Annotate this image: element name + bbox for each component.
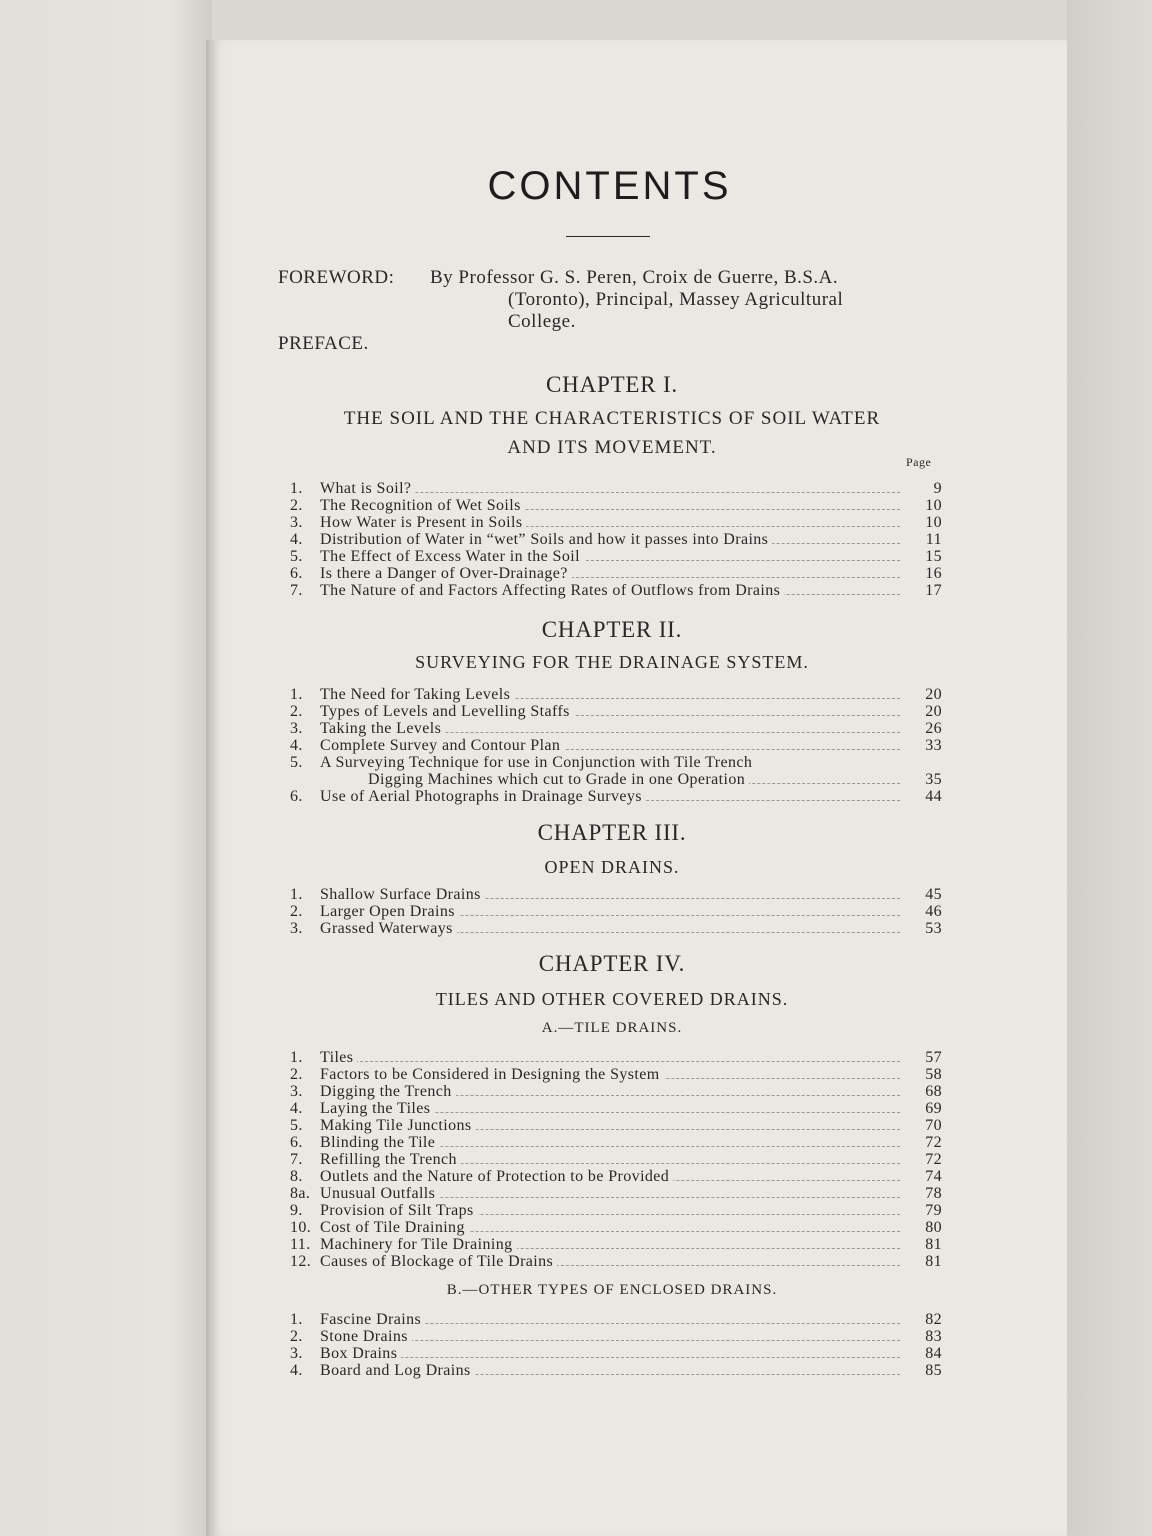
toc-entry-title: A Surveying Technique for use in Conjunction with Tile Trench [320, 754, 756, 771]
toc-entry [290, 686, 942, 703]
toc-entry-number: 11. [290, 1236, 311, 1253]
toc-entry-title: The Effect of Excess Water in the Soil [320, 548, 584, 565]
toc-entry [290, 754, 942, 771]
toc-entry-title-wrap [320, 497, 900, 514]
toc-entry-title: Making Tile Junctions [320, 1117, 476, 1134]
toc-entry-page: 79 [925, 1202, 942, 1219]
toc-entry-title: Factors to be Considered in Designing the System [320, 1066, 664, 1083]
toc-entry-page: 20 [925, 703, 942, 720]
toc-entry-number: 3. [290, 720, 303, 737]
toc-entry-number: 5. [290, 548, 303, 565]
toc-entry-number: 10. [290, 1219, 312, 1236]
toc-entry-page: 84 [925, 1345, 942, 1362]
toc-entry-title: Causes of Blockage of Tile Drains [320, 1253, 557, 1270]
toc-entry-number: 4. [290, 737, 303, 754]
toc-entry-title: Use of Aerial Photographs in Drainage Surveys [320, 788, 646, 805]
toc-entry-title-wrap [320, 565, 900, 582]
toc-entry [290, 497, 942, 514]
toc-entry-number: 2. [290, 1066, 303, 1083]
toc-entry-page: 78 [925, 1185, 942, 1202]
foreword-line-3: College. [508, 311, 576, 332]
toc-entry [290, 1168, 942, 1185]
chapter-4-list [290, 1049, 942, 1270]
toc-entry-number: 2. [290, 497, 303, 514]
toc-entry-title-wrap [320, 1134, 900, 1151]
toc-entry-page: 9 [933, 480, 942, 497]
foreword-line-2: (Toronto), Principal, Massey Agricultural [508, 289, 844, 310]
preface-label: PREFACE. [278, 333, 369, 354]
toc-entry-number: 9. [290, 1202, 303, 1219]
foreword-label: FOREWORD: [278, 267, 395, 288]
foreword-line-1: By Professor G. S. Peren, Croix de Guerre, B.S.A. [430, 267, 839, 288]
toc-entry-page: 80 [925, 1219, 942, 1236]
toc-entry-page: 33 [925, 737, 942, 754]
toc-entry-number: 1. [290, 686, 303, 703]
toc-entry-page: 85 [925, 1362, 942, 1379]
toc-entry [290, 548, 942, 565]
toc-entry-number: 3. [290, 1083, 303, 1100]
toc-entry-title-wrap [320, 1219, 900, 1236]
chapter-1-title-line-1: THE SOIL AND THE CHARACTERISTICS OF SOIL WATER [343, 408, 881, 429]
toc-entry [290, 1083, 942, 1100]
toc-entry-title-wrap [320, 1328, 900, 1345]
toc-entry [290, 531, 942, 548]
toc-entry [290, 1066, 942, 1083]
toc-entry [290, 1151, 942, 1168]
toc-entry-title: Laying the Tiles [320, 1100, 434, 1117]
toc-entry [290, 1236, 942, 1253]
toc-entry-number: 5. [290, 1117, 303, 1134]
toc-entry-page: 83 [925, 1328, 942, 1345]
toc-entry [290, 514, 942, 531]
toc-entry-title-wrap [320, 480, 900, 497]
toc-entry-number: 1. [290, 886, 303, 903]
chapter-2-list [290, 686, 942, 805]
toc-entry-title-wrap [320, 548, 900, 565]
toc-entry [290, 886, 942, 903]
toc-entry-title: The Need for Taking Levels [320, 686, 514, 703]
toc-entry-title: Box Drains [320, 1345, 401, 1362]
toc-entry [290, 1185, 942, 1202]
toc-entry-title-wrap [320, 720, 900, 737]
toc-entry-page: 16 [925, 565, 942, 582]
toc-entry-title-wrap [320, 1253, 900, 1270]
contents-page [212, 40, 1067, 1536]
toc-entry-number: 4. [290, 1100, 303, 1117]
toc-entry-page: 81 [925, 1253, 942, 1270]
toc-entry-title-wrap [320, 582, 900, 599]
toc-entry [290, 737, 942, 754]
toc-entry-title-wrap [320, 754, 900, 771]
toc-entry-number: 8. [290, 1168, 303, 1185]
toc-entry-page: 46 [925, 903, 942, 920]
toc-entry-title-wrap [320, 1236, 900, 1253]
foreword-text [432, 267, 942, 333]
toc-entry-number: 1. [290, 1049, 303, 1066]
toc-entry-title-wrap [320, 1083, 900, 1100]
toc-entry-title: Board and Log Drains [320, 1362, 475, 1379]
toc-entry-title-wrap [320, 703, 900, 720]
chapter-3-heading: CHAPTER III. [537, 820, 687, 845]
toc-entry-title: Digging Machines which cut to Grade in one Operation [368, 771, 749, 788]
toc-entry [290, 1362, 942, 1379]
toc-entry-title: The Recognition of Wet Soils [320, 497, 525, 514]
toc-entry-number: 3. [290, 514, 303, 531]
chapter-2-heading: CHAPTER II. [541, 617, 683, 642]
toc-entry-number: 5. [290, 754, 303, 771]
toc-entry-title: Taking the Levels [320, 720, 445, 737]
toc-entry-page: 45 [925, 886, 942, 903]
page-stack-edge [1067, 0, 1152, 1536]
toc-entry-page: 69 [925, 1100, 942, 1117]
toc-entry [290, 1311, 942, 1328]
toc-entry-page: 68 [925, 1083, 942, 1100]
toc-entry [290, 1134, 942, 1151]
toc-entry-title: Digging the Trench [320, 1083, 456, 1100]
toc-entry [290, 1345, 942, 1362]
toc-entry-title-wrap [368, 771, 900, 788]
toc-entry-page: 10 [925, 514, 942, 531]
section-b-heading: B.—OTHER TYPES OF ENCLOSED DRAINS. [446, 1282, 778, 1298]
toc-entry-title: Grassed Waterways [320, 920, 457, 937]
chapter-1-list [290, 480, 942, 599]
toc-entry-title-wrap [320, 1311, 900, 1328]
toc-entry-title: Machinery for Tile Draining [320, 1236, 517, 1253]
toc-entry [290, 1117, 942, 1134]
page-title: CONTENTS [487, 164, 732, 208]
toc-entry-page: 70 [925, 1117, 942, 1134]
toc-entry [290, 920, 942, 937]
toc-entry-title-wrap [320, 686, 900, 703]
toc-entry [290, 565, 942, 582]
toc-entry [290, 703, 942, 720]
toc-entry-page: 72 [925, 1151, 942, 1168]
toc-entry-page: 82 [925, 1311, 942, 1328]
toc-entry-title: Types of Levels and Levelling Staffs [320, 703, 574, 720]
toc-entry [290, 720, 942, 737]
toc-entry-title-wrap [320, 1100, 900, 1117]
toc-entry [290, 788, 942, 805]
toc-entry-title: Outlets and the Nature of Protection to be Provided [320, 1168, 673, 1185]
toc-entry-number: 4. [290, 531, 303, 548]
toc-entry-number: 6. [290, 788, 303, 805]
toc-entry-page: 26 [925, 720, 942, 737]
toc-entry-title: What is Soil? [320, 480, 415, 497]
toc-entry-title: Fascine Drains [320, 1311, 425, 1328]
toc-entry-number: 12. [290, 1253, 312, 1270]
toc-entry-title-wrap [320, 1049, 900, 1066]
toc-entry-title-wrap [320, 1362, 900, 1379]
toc-entry-number: 6. [290, 1134, 303, 1151]
chapter-2-title: SURVEYING FOR THE DRAINAGE SYSTEM. [415, 652, 809, 672]
toc-entry-title-wrap [320, 788, 900, 805]
toc-entry-title: Tiles [320, 1049, 357, 1066]
toc-entry-title-wrap [320, 1345, 900, 1362]
toc-entry [290, 1328, 942, 1345]
toc-entry-title: How Water is Present in Soils [320, 514, 526, 531]
toc-entry-title: Provision of Silt Traps [320, 1202, 478, 1219]
toc-entry-title: Refilling the Trench [320, 1151, 461, 1168]
toc-entry-number: 3. [290, 920, 303, 937]
toc-entry [290, 480, 942, 497]
toc-entry-title: Unusual Outfalls [320, 1185, 439, 1202]
toc-entry-page: 72 [925, 1134, 942, 1151]
toc-entry-number: 7. [290, 582, 303, 599]
toc-entry-title: Is there a Danger of Over-Drainage? [320, 565, 572, 582]
toc-entry-page: 57 [925, 1049, 942, 1066]
toc-entry-page: 17 [925, 582, 942, 599]
toc-entry-number: 4. [290, 1362, 303, 1379]
toc-entry-number: 8a. [290, 1185, 311, 1202]
toc-entry-number: 6. [290, 565, 303, 582]
toc-entry-number: 2. [290, 903, 303, 920]
chapter-4b-list [290, 1311, 942, 1379]
toc-entry-title-wrap [320, 1151, 900, 1168]
toc-entry-title-wrap [320, 737, 900, 754]
chapter-1-heading: CHAPTER I. [546, 372, 678, 397]
toc-entry-title-wrap [320, 920, 900, 937]
toc-entry-title-wrap [320, 1117, 900, 1134]
toc-entry [290, 582, 942, 599]
chapter-3-title: OPEN DRAINS. [544, 857, 680, 877]
toc-entry-title-wrap [320, 903, 900, 920]
toc-entry-title: Larger Open Drains [320, 903, 459, 920]
chapter-4-heading: CHAPTER IV. [538, 951, 686, 976]
toc-entry-page: 81 [925, 1236, 942, 1253]
toc-entry-title-wrap [320, 1202, 900, 1219]
toc-entry-title-wrap [320, 1185, 900, 1202]
toc-entry-page: 15 [925, 548, 942, 565]
toc-entry-title: Blinding the Tile [320, 1134, 439, 1151]
toc-entry-title: Distribution of Water in “wet” Soils and how it passes into Drains [320, 531, 772, 548]
toc-entry-number: 1. [290, 1311, 303, 1328]
title-rule [566, 236, 650, 237]
toc-entry-number: 7. [290, 1151, 303, 1168]
toc-entry-title-wrap [320, 514, 900, 531]
toc-entry-title: The Nature of and Factors Affecting Rates of Outflows from Drains [320, 582, 784, 599]
toc-entry-title-wrap [320, 886, 900, 903]
toc-entry-number: 1. [290, 480, 303, 497]
toc-entry-title-wrap [320, 531, 900, 548]
toc-entry-title: Shallow Surface Drains [320, 886, 485, 903]
page-column-label: Page [906, 455, 932, 469]
toc-entry [290, 1202, 942, 1219]
toc-entry [290, 1049, 942, 1066]
toc-entry [290, 1253, 942, 1270]
chapter-1-title-line-2: AND ITS MOVEMENT. [507, 437, 717, 458]
toc-entry-number: 3. [290, 1345, 303, 1362]
toc-entry-title-wrap [320, 1168, 900, 1185]
toc-entry [290, 1219, 942, 1236]
toc-entry-page: 35 [925, 771, 942, 788]
toc-entry [290, 1100, 942, 1117]
toc-entry-page: 44 [925, 788, 942, 805]
toc-entry-page: 53 [925, 920, 942, 937]
toc-entry-page: 58 [925, 1066, 942, 1083]
left-page [0, 0, 212, 1536]
toc-entry-title: Cost of Tile Draining [320, 1219, 469, 1236]
toc-entry-title: Complete Survey and Contour Plan [320, 737, 564, 754]
toc-entry-page: 10 [925, 497, 942, 514]
chapter-4-title: TILES AND OTHER COVERED DRAINS. [435, 989, 789, 1009]
toc-entry-page: 74 [925, 1168, 942, 1185]
toc-entry-number: 2. [290, 1328, 303, 1345]
section-a-heading: A.—TILE DRAINS. [541, 1020, 683, 1036]
toc-entry-page: 20 [925, 686, 942, 703]
toc-entry-title-wrap [320, 1066, 900, 1083]
toc-entry [290, 903, 942, 920]
toc-entry-page: 11 [925, 531, 942, 548]
toc-entry-title: Stone Drains [320, 1328, 412, 1345]
toc-entry [290, 771, 942, 788]
toc-entry-number: 2. [290, 703, 303, 720]
chapter-3-list [290, 886, 942, 937]
